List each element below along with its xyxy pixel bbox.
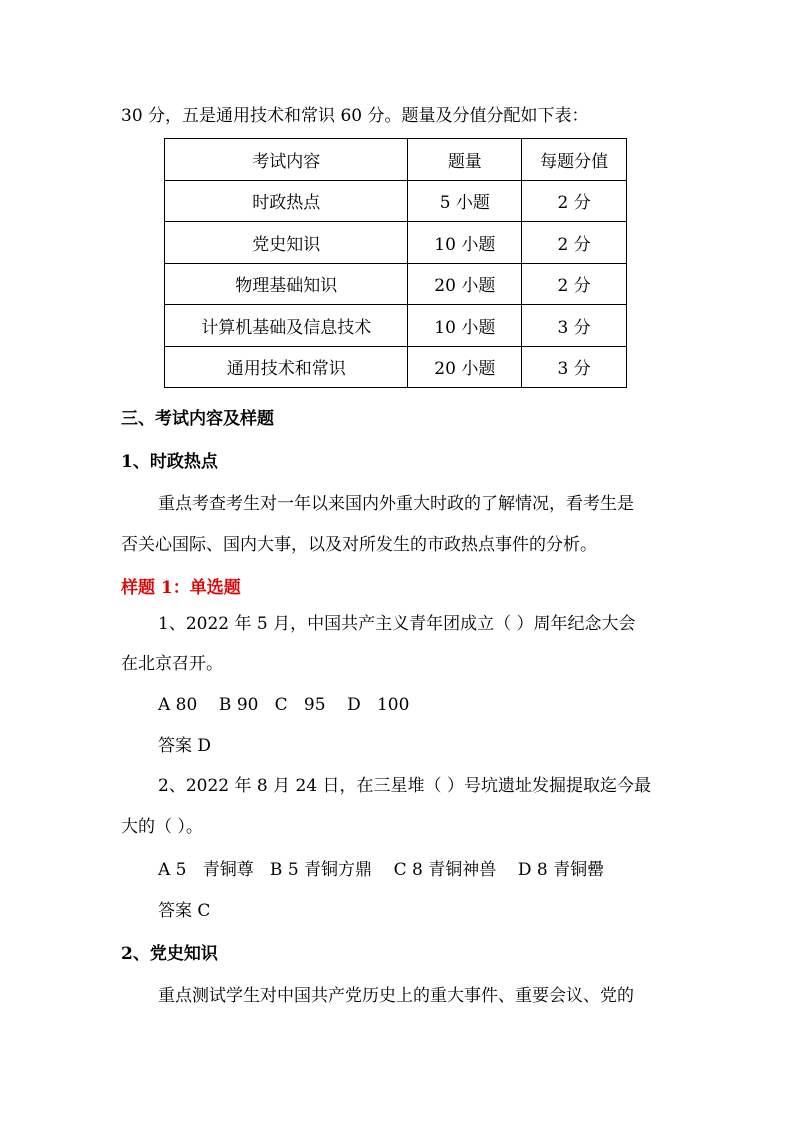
paragraph-line: 重点考查考生对一年以来国内外重大时政的了解情况，看考生是 [158,494,634,514]
table-cell: 20 小题 [408,346,522,388]
table-cell: 计算机基础及信息技术 [165,305,408,347]
table-cell: 通用技术和常识 [165,346,408,388]
table-cell: 10 小题 [408,305,522,347]
subsection-heading: 2、党史知识 [121,944,218,964]
table-row [165,222,627,264]
table-cell: 3 分 [522,305,627,347]
table-row [165,305,627,347]
question-line: 大的（ ）。 [121,817,203,837]
question-line: 2、2022 年 8 月 24 日，在三星堆（ ）号坑遗址发掘提取迄今最 [158,776,651,796]
section-heading: 三、考试内容及样题 [121,409,274,429]
table-row [165,180,627,222]
table-cell: 10 小题 [408,222,522,264]
table-header-cell: 考试内容 [165,139,408,181]
paragraph-line: 否关心国际、国内大事，以及对所发生的市政热点事件的分析。 [121,535,597,555]
table-cell: 党史知识 [165,222,408,264]
score-table [164,138,627,388]
subsection-heading: 1、时政热点 [121,452,218,472]
table-cell: 2 分 [522,180,627,222]
table-header-cell: 题量 [408,139,522,181]
intro-text: 30 分，五是通用技术和常识 60 分。题量及分值分配如下表： [121,106,589,126]
sample-label: 样题 1：单选题 [121,578,241,598]
table-cell: 时政热点 [165,180,408,222]
table-cell: 3 分 [522,346,627,388]
table-row [165,346,627,388]
question-line: 在北京召开。 [121,654,223,674]
table-cell: 物理基础知识 [165,263,408,305]
table-cell: 20 小题 [408,263,522,305]
table-header-row [165,139,627,181]
question-options: A 80 B 90 C 95 D 100 [158,695,410,715]
answer-line: 答案 D [158,736,212,756]
table-row [165,263,627,305]
answer-line: 答案 C [158,901,211,921]
table-cell: 5 小题 [408,180,522,222]
table-cell: 2 分 [522,263,627,305]
paragraph-line: 重点测试学生对中国共产党历史上的重大事件、重要会议、党的 [158,986,634,1006]
table-header-cell: 每题分值 [522,139,627,181]
question-options: A 5 青铜尊 B 5 青铜方鼎 C 8 青铜神兽 D 8 青铜罍 [158,860,605,880]
question-line: 1、2022 年 5 月，中国共产主义青年团成立（ ）周年纪念大会 [158,614,636,634]
table-cell: 2 分 [522,222,627,264]
